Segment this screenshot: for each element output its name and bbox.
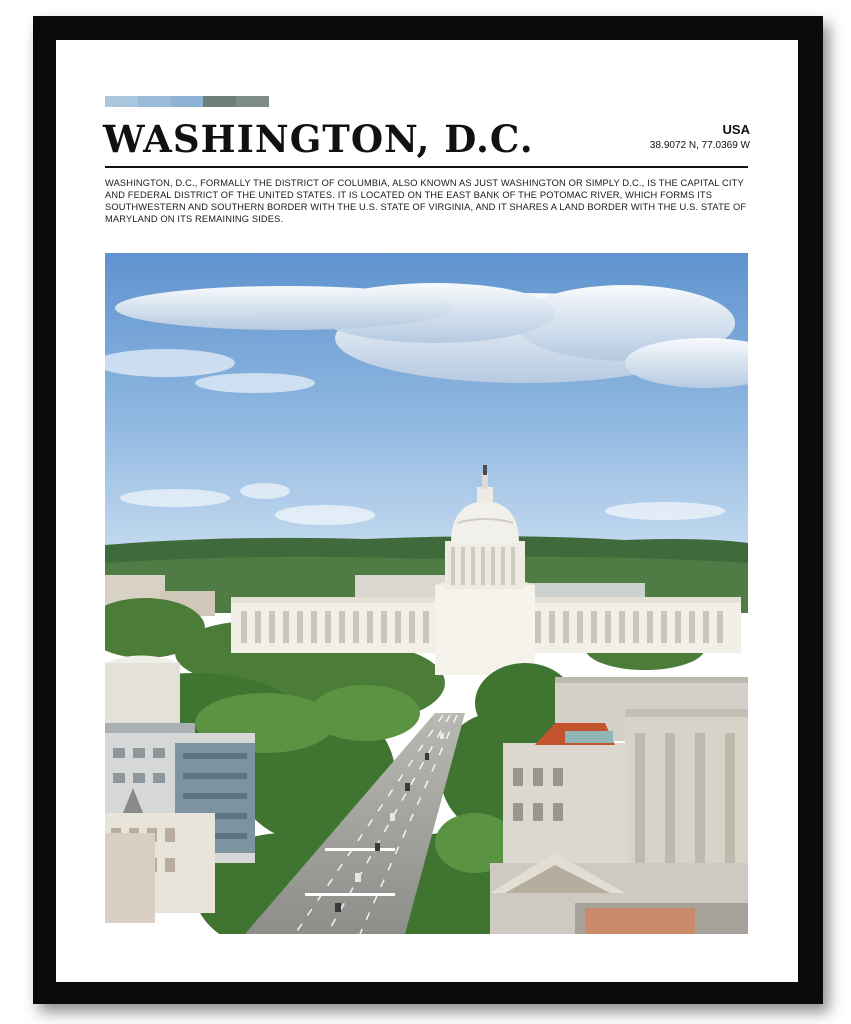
poster-title: WASHINGTON, D.C.	[103, 117, 534, 161]
color-palette-swatches	[105, 96, 269, 107]
coordinates-label: 38.9072 N, 77.0369 W	[649, 140, 750, 151]
poster-mat	[56, 40, 798, 982]
swatch	[105, 96, 138, 107]
swatch	[203, 96, 236, 107]
country-label: USA	[722, 122, 750, 137]
swatch	[171, 96, 204, 107]
city-description: WASHINGTON, D.C., FORMALLY THE DISTRICT OF COLUMBIA, ALSO KNOWN AS JUST WASHINGTON OR SIMPLY D.C., IS THE CAPITAL CITY AND FEDERAL DISTRICT OF THE UNITED STATES. IT IS LOCATED ON THE EAST BANK OF THE POTOMAC RIVER, WHICH FORMS ITS SOUTHWESTERN AND SOUTHERN BORDER WITH THE U.S. STATE OF VIRGINIA, AND IT SHARES A LAND BORDER WITH THE U.S. STATE OF MARYLAND ON ITS REMAINING SIDES.	[105, 178, 747, 224]
swatch	[138, 96, 171, 107]
title-divider	[105, 166, 748, 168]
capitol-photo	[105, 253, 748, 934]
poster-frame	[33, 16, 823, 1004]
swatch	[236, 96, 269, 107]
